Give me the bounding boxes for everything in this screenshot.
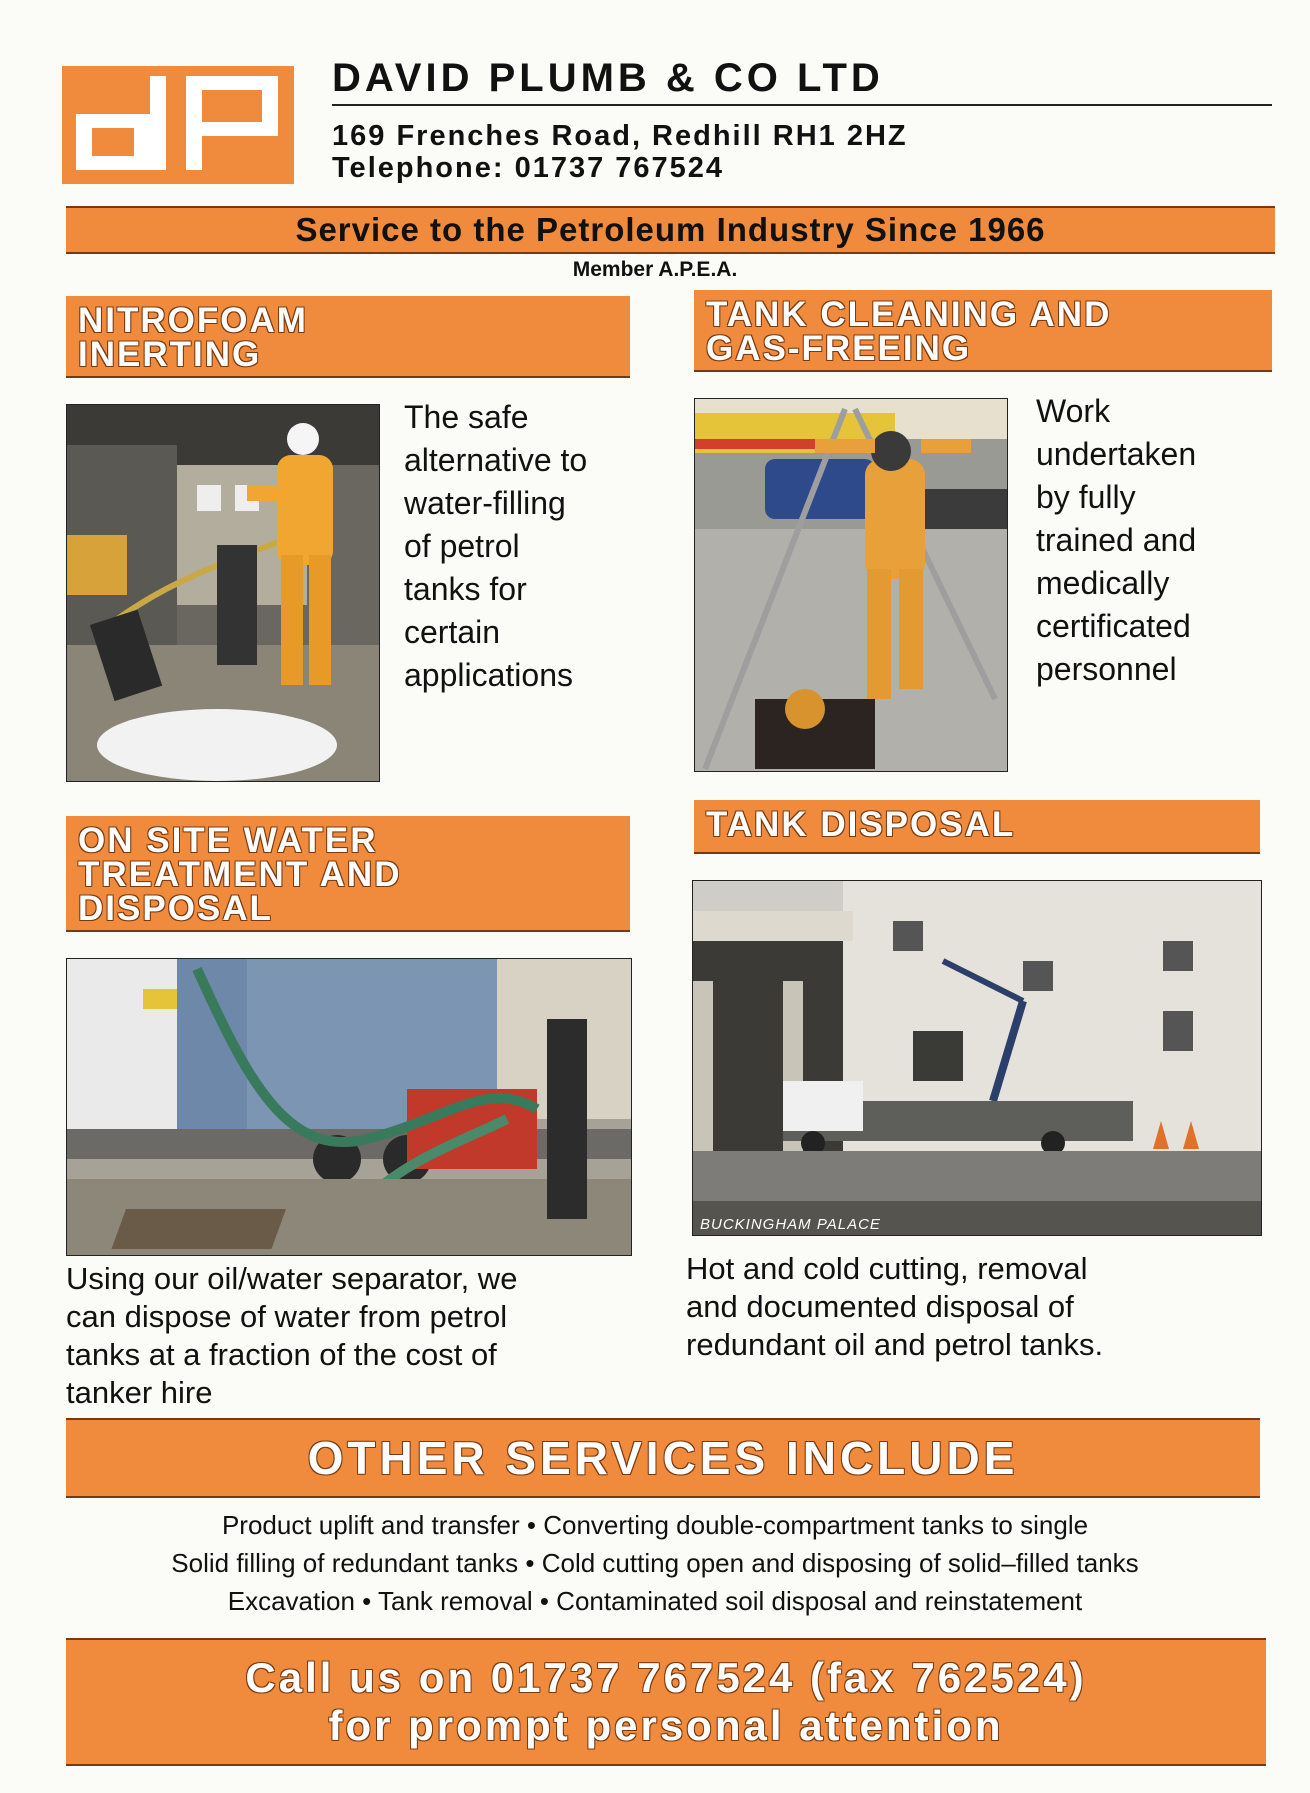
- water-treatment-caption: [66, 1260, 666, 1412]
- tank-cleaning-heading: [694, 290, 1272, 372]
- tank-cleaning-text-line: by fully: [1036, 479, 1136, 515]
- tank-cleaning-text-line: personnel: [1036, 651, 1177, 687]
- tank-cleaning-description: [1036, 390, 1276, 691]
- services-line: Solid filling of redundant tanks • Cold cutting open and disposing of solid–filled tanks: [171, 1548, 1139, 1578]
- tank-disposal-heading: [694, 800, 1260, 854]
- tank-disposal-heading-text: TANK DISPOSAL: [706, 805, 1016, 844]
- other-services-title: OTHER SERVICES INCLUDE: [307, 1432, 1019, 1484]
- header-divider: [332, 104, 1272, 106]
- tank-cleaning-text-line: undertaken: [1036, 436, 1197, 472]
- nitrofoam-text-line: alternative to: [404, 442, 588, 478]
- tank-cleaning-heading-line2: GAS-FREEING: [706, 329, 972, 368]
- tank-disposal-caption: [686, 1250, 1286, 1364]
- tank-cleaning-heading-line1: TANK CLEANING AND: [706, 295, 1112, 334]
- water-treatment-heading-line3: DISPOSAL: [78, 889, 273, 928]
- nitrofoam-text-line: applications: [404, 657, 573, 693]
- nitrofoam-text-line: certain: [404, 614, 501, 650]
- tank-disposal-caption-line: redundant oil and petrol tanks.: [686, 1327, 1104, 1362]
- water-treatment-heading-line2: TREATMENT AND: [78, 855, 402, 894]
- other-services-band: [66, 1418, 1260, 1498]
- water-treatment-caption-line: tanker hire: [66, 1375, 213, 1410]
- tagline-band: [66, 206, 1275, 254]
- company-telephone: Telephone: 01737 767524: [332, 152, 725, 184]
- services-line: Excavation • Tank removal • Contaminated soil disposal and reinstatement: [227, 1586, 1083, 1616]
- tank-cleaning-text-line: Work: [1036, 393, 1111, 429]
- nitrofoam-text-line: water-filling: [404, 485, 566, 521]
- tank-disposal-caption-line: and documented disposal of: [686, 1289, 1074, 1324]
- nitrofoam-text-line: The safe: [404, 399, 529, 435]
- water-treatment-caption-line: Using our oil/water separator, we: [66, 1261, 518, 1296]
- company-address: 169 Frenches Road, Redhill RH1 2HZ: [332, 120, 908, 152]
- photo-location-label: BUCKINGHAM PALACE: [700, 1216, 881, 1233]
- nitrofoam-photo: [66, 404, 380, 782]
- tank-disposal-photo: [692, 880, 1262, 1236]
- tank-cleaning-text-line: certificated: [1036, 608, 1191, 644]
- water-treatment-caption-line: tanks at a fraction of the cost of: [66, 1337, 497, 1372]
- company-name: DAVID PLUMB & CO LTD: [332, 56, 884, 100]
- call-to-action-band: [66, 1638, 1266, 1766]
- tank-cleaning-photo: [694, 398, 1008, 772]
- water-treatment-heading: [66, 816, 630, 932]
- call-to-action-line1: Call us on 01737 767524 (fax 762524): [245, 1654, 1087, 1701]
- membership-note: Member A.P.E.A.: [572, 258, 738, 281]
- water-treatment-heading-line1: ON SITE WATER: [78, 821, 378, 860]
- nitrofoam-description: [404, 396, 634, 697]
- water-treatment-caption-line: can dispose of water from petrol: [66, 1299, 508, 1334]
- nitrofoam-text-line: of petrol: [404, 528, 520, 564]
- tank-cleaning-text-line: trained and: [1036, 522, 1197, 558]
- tank-disposal-caption-line: Hot and cold cutting, removal: [686, 1251, 1088, 1286]
- tank-cleaning-text-line: medically: [1036, 565, 1170, 601]
- tagline: Service to the Petroleum Industry Since 1966: [295, 211, 1046, 248]
- nitrofoam-heading-line2: INERTING: [78, 335, 262, 374]
- nitrofoam-heading: [66, 296, 630, 378]
- company-logo: [62, 66, 294, 184]
- nitrofoam-heading-line1: NITROFOAM: [78, 301, 308, 340]
- services-line: Product uplift and transfer • Converting double-compartment tanks to single: [221, 1510, 1089, 1540]
- water-treatment-photo: [66, 958, 632, 1256]
- call-to-action-line2: for prompt personal attention: [328, 1702, 1004, 1749]
- nitrofoam-text-line: tanks for: [404, 571, 527, 607]
